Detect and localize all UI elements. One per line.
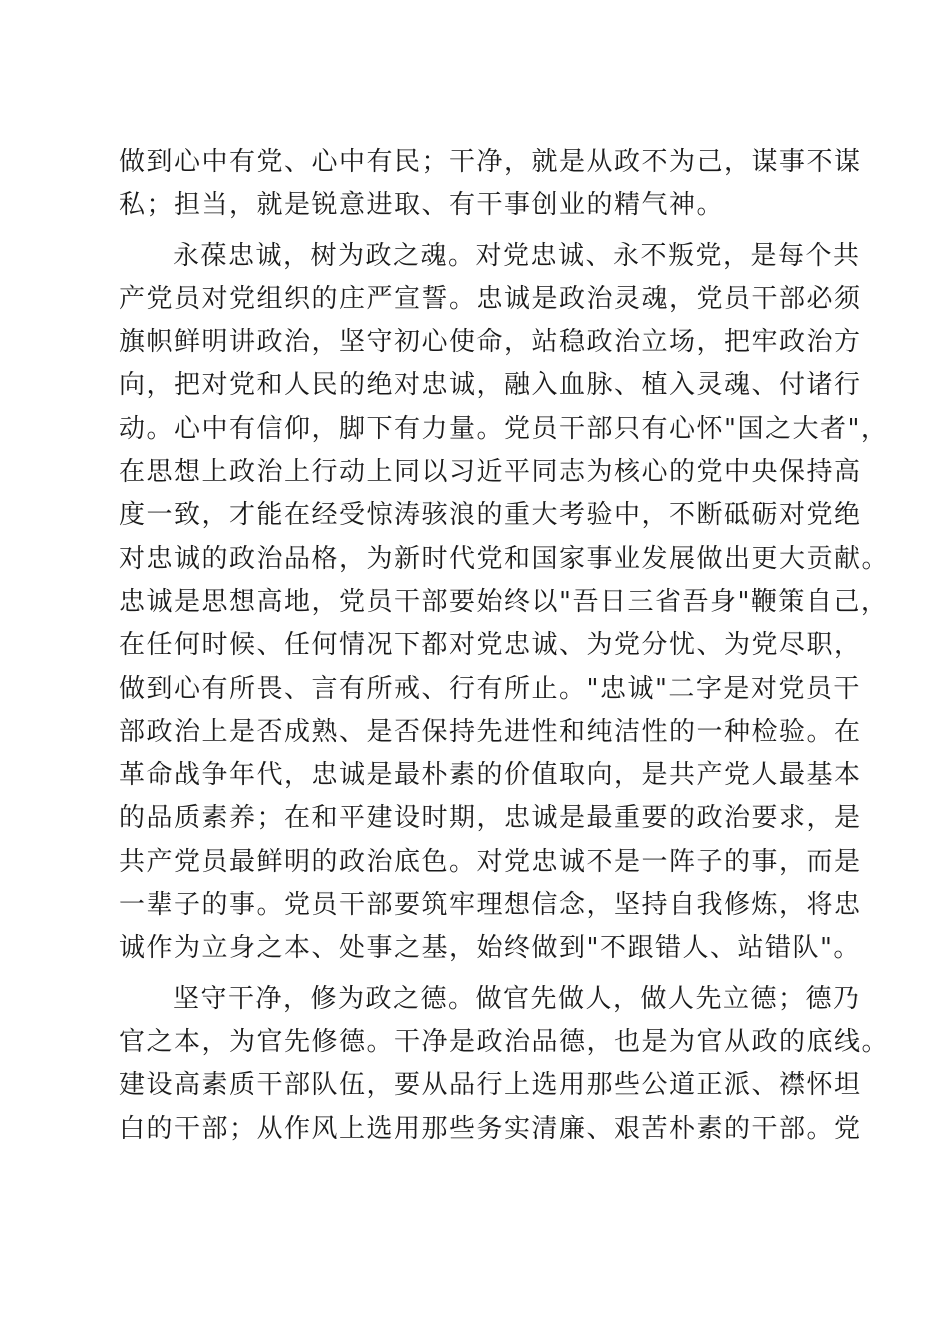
text-line: 坚守干净，修为政之德。做官先做人，做人先立德；德乃 <box>173 983 861 1014</box>
paragraph-3 <box>119 978 890 1151</box>
text-line: 部政治上是否成熟、是否保持先进性和纯洁性的一种检验。在 <box>119 716 862 747</box>
text-line: 建设高素质干部队伍，要从品行上选用那些公道正派、襟怀坦 <box>119 1070 862 1101</box>
text-line: 度一致，才能在经受惊涛骇浪的重大考验中，不断砥砺对党绝 <box>119 500 862 531</box>
text-line: 白的干部；从作风上选用那些务实清廉、艰苦朴素的干部。党 <box>119 1113 862 1144</box>
text-line: 在任何时候、任何情况下都对党忠诚、为党分忧、为党尽职， <box>119 630 862 661</box>
text-line: 做到心有所畏、言有所戒、行有所止。"忠诚"二字是对党员干 <box>119 673 861 704</box>
text-line: 向，把对党和人民的绝对忠诚，融入血脉、植入灵魂、付诸行 <box>119 370 862 401</box>
text-line: 官之本，为官先修德。干净是政治品德，也是为官从政的底线。 <box>119 1026 890 1057</box>
text-line: 对忠诚的政治品格，为新时代党和国家事业发展做出更大贡献。 <box>119 543 890 574</box>
paragraph-1 <box>119 141 862 228</box>
text-line: 在思想上政治上行动上同以习近平同志为核心的党中央保持高 <box>119 457 862 488</box>
text-line: 共产党员最鲜明的政治底色。对党忠诚不是一阵子的事，而是 <box>119 846 862 877</box>
text-line: 产党员对党组织的庄严宣誓。忠诚是政治灵魂，党员干部必须 <box>119 283 862 314</box>
text-line: 诚作为立身之本、处事之基，始终做到"不跟错人、站错队"。 <box>119 933 861 964</box>
text-line: 私；担当，就是锐意进取、有干事创业的精气神。 <box>119 190 725 221</box>
text-line: 忠诚是思想高地，党员干部要始终以"吾日三省吾身"鞭策自己， <box>119 586 889 617</box>
text-line: 革命战争年代，忠诚是最朴素的价值取向，是共产党人最基本 <box>119 760 862 791</box>
text-line: 旗帜鲜明讲政治，坚守初心使命，站稳政治立场，把牢政治方 <box>119 327 862 358</box>
text-line: 一辈子的事。党员干部要筑牢理想信念，坚持自我修炼，将忠 <box>119 890 862 921</box>
text-line: 动。心中有信仰，脚下有力量。党员干部只有心怀"国之大者"， <box>119 413 889 444</box>
text-line: 做到心中有党、心中有民；干净，就是从政不为己，谋事不谋 <box>119 147 862 177</box>
text-line: 永葆忠诚，树为政之魂。对党忠诚、永不叛党，是每个共 <box>173 240 861 271</box>
paragraph-2 <box>119 235 890 971</box>
document-body <box>119 141 890 1151</box>
text-line: 的品质素养；在和平建设时期，忠诚是最重要的政治要求，是 <box>119 803 862 834</box>
